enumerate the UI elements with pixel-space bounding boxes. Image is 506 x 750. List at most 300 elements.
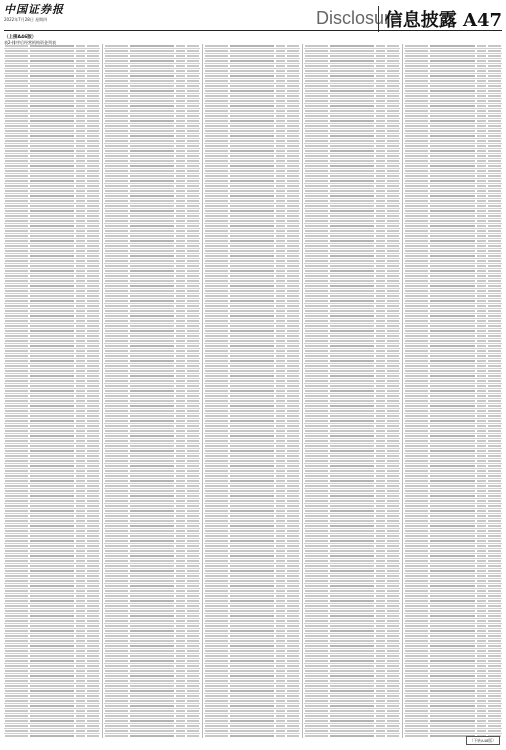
table-cell bbox=[76, 350, 85, 351]
table-cell bbox=[488, 390, 501, 391]
table-row bbox=[4, 734, 100, 738]
table-cell bbox=[376, 150, 385, 151]
table-cell bbox=[387, 540, 399, 541]
table-cell bbox=[205, 490, 228, 491]
table-cell bbox=[387, 380, 399, 381]
table-cell bbox=[430, 375, 475, 376]
column-divider bbox=[202, 44, 203, 738]
table-cell bbox=[287, 150, 299, 151]
table-cell bbox=[130, 275, 174, 276]
table-cell bbox=[130, 85, 174, 86]
table-cell bbox=[105, 50, 128, 51]
table-cell bbox=[488, 140, 501, 141]
table-cell bbox=[230, 680, 274, 681]
table-cell bbox=[376, 700, 385, 701]
table-cell bbox=[330, 280, 374, 281]
table-cell bbox=[230, 210, 274, 211]
table-cell bbox=[205, 730, 228, 731]
table-cell bbox=[387, 160, 399, 161]
table-cell bbox=[5, 90, 28, 91]
table-cell bbox=[87, 395, 99, 396]
table-cell bbox=[130, 635, 174, 636]
table-cell bbox=[30, 480, 74, 481]
table-cell bbox=[376, 715, 385, 716]
table-cell bbox=[276, 155, 285, 156]
table-cell bbox=[76, 455, 85, 456]
table-cell bbox=[87, 625, 99, 626]
table-cell bbox=[176, 225, 185, 226]
table-cell bbox=[430, 240, 475, 241]
table-cell bbox=[130, 135, 174, 136]
table-cell bbox=[430, 130, 475, 131]
table-cell bbox=[387, 590, 399, 591]
table-cell bbox=[176, 270, 185, 271]
table-cell bbox=[130, 90, 174, 91]
table-cell bbox=[205, 690, 228, 691]
table-cell bbox=[276, 525, 285, 526]
table-cell bbox=[205, 350, 228, 351]
table-cell bbox=[430, 575, 475, 576]
table-cell bbox=[330, 110, 374, 111]
table-cell bbox=[87, 520, 99, 521]
table-cell bbox=[276, 620, 285, 621]
table-cell bbox=[205, 165, 228, 166]
table-cell bbox=[130, 305, 174, 306]
table-cell bbox=[230, 335, 274, 336]
table-cell bbox=[230, 205, 274, 206]
table-cell bbox=[477, 700, 486, 701]
table-cell bbox=[5, 75, 28, 76]
table-cell bbox=[305, 350, 328, 351]
table-cell bbox=[376, 475, 385, 476]
table-cell bbox=[405, 130, 428, 131]
table-cell bbox=[87, 95, 99, 96]
table-cell bbox=[176, 175, 185, 176]
table-cell bbox=[87, 305, 99, 306]
table-cell bbox=[130, 380, 174, 381]
table-cell bbox=[405, 180, 428, 181]
table-cell bbox=[488, 175, 501, 176]
table-cell bbox=[130, 505, 174, 506]
table-cell bbox=[405, 690, 428, 691]
table-cell bbox=[376, 360, 385, 361]
table-cell bbox=[376, 145, 385, 146]
table-cell bbox=[287, 215, 299, 216]
table-cell bbox=[287, 635, 299, 636]
table-cell bbox=[305, 435, 328, 436]
table-cell bbox=[76, 565, 85, 566]
table-cell bbox=[305, 120, 328, 121]
table-cell bbox=[87, 435, 99, 436]
table-cell bbox=[76, 390, 85, 391]
table-cell bbox=[287, 105, 299, 106]
table-cell bbox=[105, 295, 128, 296]
table-cell bbox=[488, 650, 501, 651]
table-cell bbox=[276, 200, 285, 201]
table-cell bbox=[405, 715, 428, 716]
table-cell bbox=[405, 330, 428, 331]
table-cell bbox=[305, 245, 328, 246]
table-cell bbox=[5, 645, 28, 646]
table-cell bbox=[287, 180, 299, 181]
table-cell bbox=[5, 130, 28, 131]
table-cell bbox=[187, 485, 199, 486]
table-cell bbox=[287, 235, 299, 236]
table-cell bbox=[387, 45, 399, 46]
table-cell bbox=[87, 470, 99, 471]
table-cell bbox=[376, 635, 385, 636]
table-cell bbox=[387, 170, 399, 171]
table-cell bbox=[430, 295, 475, 296]
table-cell bbox=[305, 595, 328, 596]
table-cell bbox=[76, 435, 85, 436]
table-cell bbox=[477, 275, 486, 276]
table-cell bbox=[387, 265, 399, 266]
table-cell bbox=[305, 570, 328, 571]
table-cell bbox=[230, 125, 274, 126]
table-cell bbox=[477, 590, 486, 591]
table-cell bbox=[130, 240, 174, 241]
table-cell bbox=[488, 645, 501, 646]
table-cell bbox=[305, 50, 328, 51]
table-cell bbox=[5, 100, 28, 101]
table-cell bbox=[477, 430, 486, 431]
table-cell bbox=[430, 320, 475, 321]
table-cell bbox=[105, 405, 128, 406]
table-cell bbox=[405, 195, 428, 196]
table-cell bbox=[376, 365, 385, 366]
table-cell bbox=[330, 335, 374, 336]
table-cell bbox=[387, 260, 399, 261]
table-cell bbox=[30, 75, 74, 76]
table-cell bbox=[387, 370, 399, 371]
table-cell bbox=[488, 515, 501, 516]
table-cell bbox=[30, 330, 74, 331]
table-cell bbox=[205, 710, 228, 711]
table-cell bbox=[376, 75, 385, 76]
table-cell bbox=[5, 180, 28, 181]
table-cell bbox=[305, 725, 328, 726]
table-cell bbox=[130, 485, 174, 486]
table-cell bbox=[205, 555, 228, 556]
table-cell bbox=[205, 105, 228, 106]
table-cell bbox=[5, 565, 28, 566]
table-cell bbox=[376, 55, 385, 56]
table-cell bbox=[330, 615, 374, 616]
table-cell bbox=[387, 640, 399, 641]
table-caption: 表2-排序后经营机构资金列表 bbox=[4, 40, 56, 45]
table-cell bbox=[105, 285, 128, 286]
table-cell bbox=[205, 630, 228, 631]
table-cell bbox=[305, 300, 328, 301]
table-cell bbox=[305, 295, 328, 296]
table-cell bbox=[230, 130, 274, 131]
table-cell bbox=[187, 240, 199, 241]
table-cell bbox=[87, 440, 99, 441]
table-cell bbox=[305, 150, 328, 151]
table-cell bbox=[176, 615, 185, 616]
table-cell bbox=[205, 60, 228, 61]
table-cell bbox=[205, 470, 228, 471]
table-cell bbox=[287, 415, 299, 416]
table-cell bbox=[176, 710, 185, 711]
table-cell bbox=[376, 350, 385, 351]
table-cell bbox=[76, 130, 85, 131]
table-cell bbox=[276, 185, 285, 186]
table-cell bbox=[130, 550, 174, 551]
table-cell bbox=[405, 565, 428, 566]
table-cell bbox=[187, 445, 199, 446]
table-cell bbox=[305, 315, 328, 316]
table-cell bbox=[305, 500, 328, 501]
table-cell bbox=[105, 485, 128, 486]
table-cell bbox=[187, 125, 199, 126]
table-cell bbox=[76, 525, 85, 526]
table-cell bbox=[276, 550, 285, 551]
table-cell bbox=[488, 700, 501, 701]
table-cell bbox=[405, 430, 428, 431]
table-cell bbox=[176, 495, 185, 496]
table-cell bbox=[130, 640, 174, 641]
table-cell bbox=[230, 240, 274, 241]
table-cell bbox=[276, 475, 285, 476]
table-cell bbox=[488, 725, 501, 726]
table-cell bbox=[230, 60, 274, 61]
table-cell bbox=[330, 190, 374, 191]
table-cell bbox=[387, 475, 399, 476]
table-cell bbox=[30, 185, 74, 186]
table-cell bbox=[477, 690, 486, 691]
table-cell bbox=[30, 550, 74, 551]
table-cell bbox=[76, 395, 85, 396]
table-cell bbox=[176, 345, 185, 346]
table-cell bbox=[305, 490, 328, 491]
table-cell bbox=[176, 140, 185, 141]
table-cell bbox=[130, 435, 174, 436]
table-cell bbox=[477, 325, 486, 326]
table-cell bbox=[430, 70, 475, 71]
table-cell bbox=[430, 275, 475, 276]
table-cell bbox=[30, 675, 74, 676]
table-cell bbox=[76, 675, 85, 676]
table-cell bbox=[405, 510, 428, 511]
table-cell bbox=[30, 690, 74, 691]
table-cell bbox=[488, 220, 501, 221]
table-cell bbox=[477, 210, 486, 211]
table-cell bbox=[330, 240, 374, 241]
table-cell bbox=[330, 130, 374, 131]
table-cell bbox=[376, 685, 385, 686]
table-cell bbox=[430, 330, 475, 331]
table-cell bbox=[477, 600, 486, 601]
table-cell bbox=[330, 605, 374, 606]
table-cell bbox=[330, 60, 374, 61]
table-cell bbox=[105, 635, 128, 636]
table-cell bbox=[205, 290, 228, 291]
table-cell bbox=[30, 255, 74, 256]
table-cell bbox=[176, 510, 185, 511]
table-cell bbox=[405, 300, 428, 301]
table-cell bbox=[176, 590, 185, 591]
table-cell bbox=[105, 325, 128, 326]
table-cell bbox=[330, 485, 374, 486]
table-cell bbox=[30, 440, 74, 441]
table-cell bbox=[30, 545, 74, 546]
table-cell bbox=[330, 225, 374, 226]
table-cell bbox=[405, 285, 428, 286]
column-2 bbox=[104, 44, 200, 738]
table-cell bbox=[330, 315, 374, 316]
table-cell bbox=[76, 325, 85, 326]
table-cell bbox=[187, 535, 199, 536]
table-cell bbox=[276, 650, 285, 651]
table-cell bbox=[305, 355, 328, 356]
table-cell bbox=[387, 225, 399, 226]
table-cell bbox=[276, 440, 285, 441]
table-cell bbox=[230, 645, 274, 646]
table-cell bbox=[5, 265, 28, 266]
table-cell bbox=[488, 655, 501, 656]
table-cell bbox=[76, 110, 85, 111]
table-cell bbox=[130, 200, 174, 201]
table-cell bbox=[276, 335, 285, 336]
table-cell bbox=[330, 565, 374, 566]
table-cell bbox=[330, 705, 374, 706]
table-cell bbox=[276, 675, 285, 676]
table-cell bbox=[105, 580, 128, 581]
table-cell bbox=[76, 295, 85, 296]
table-cell bbox=[5, 675, 28, 676]
table-cell bbox=[287, 100, 299, 101]
table-cell bbox=[5, 405, 28, 406]
table-cell bbox=[130, 545, 174, 546]
table-cell bbox=[477, 605, 486, 606]
table-cell bbox=[276, 255, 285, 256]
table-cell bbox=[330, 235, 374, 236]
table-cell bbox=[176, 450, 185, 451]
table-cell bbox=[130, 445, 174, 446]
table-cell bbox=[305, 425, 328, 426]
table-cell bbox=[330, 540, 374, 541]
table-cell bbox=[87, 230, 99, 231]
table-cell bbox=[187, 705, 199, 706]
table-cell bbox=[187, 55, 199, 56]
table-cell bbox=[376, 285, 385, 286]
table-cell bbox=[477, 150, 486, 151]
table-cell bbox=[230, 55, 274, 56]
table-cell bbox=[230, 215, 274, 216]
table-cell bbox=[387, 90, 399, 91]
table-cell bbox=[477, 475, 486, 476]
table-cell bbox=[330, 170, 374, 171]
table-cell bbox=[488, 695, 501, 696]
table-cell bbox=[287, 705, 299, 706]
table-cell bbox=[205, 75, 228, 76]
table-cell bbox=[87, 205, 99, 206]
table-cell bbox=[176, 165, 185, 166]
table-cell bbox=[305, 190, 328, 191]
table-cell bbox=[176, 395, 185, 396]
table-cell bbox=[376, 415, 385, 416]
table-cell bbox=[477, 560, 486, 561]
table-cell bbox=[5, 230, 28, 231]
table-cell bbox=[130, 475, 174, 476]
table-cell bbox=[376, 345, 385, 346]
table-cell bbox=[187, 695, 199, 696]
table-cell bbox=[330, 250, 374, 251]
table-cell bbox=[405, 465, 428, 466]
table-cell bbox=[276, 120, 285, 121]
table-cell bbox=[276, 615, 285, 616]
table-cell bbox=[130, 280, 174, 281]
table-cell bbox=[287, 185, 299, 186]
table-cell bbox=[5, 60, 28, 61]
table-cell bbox=[387, 140, 399, 141]
table-cell bbox=[76, 315, 85, 316]
table-cell bbox=[87, 670, 99, 671]
table-cell bbox=[76, 660, 85, 661]
table-cell bbox=[176, 60, 185, 61]
table-cell bbox=[5, 500, 28, 501]
table-cell bbox=[305, 545, 328, 546]
table-cell bbox=[405, 670, 428, 671]
table-cell bbox=[376, 380, 385, 381]
table-cell bbox=[405, 255, 428, 256]
table-cell bbox=[387, 625, 399, 626]
table-cell bbox=[187, 165, 199, 166]
table-cell bbox=[387, 185, 399, 186]
table-cell bbox=[105, 125, 128, 126]
table-cell bbox=[305, 575, 328, 576]
table-cell bbox=[187, 260, 199, 261]
table-cell bbox=[187, 70, 199, 71]
table-cell bbox=[187, 330, 199, 331]
table-cell bbox=[5, 45, 28, 46]
table-cell bbox=[376, 555, 385, 556]
table-cell bbox=[376, 430, 385, 431]
table-cell bbox=[5, 320, 28, 321]
table-cell bbox=[87, 250, 99, 251]
table-cell bbox=[130, 540, 174, 541]
table-cell bbox=[287, 510, 299, 511]
table-cell bbox=[477, 440, 486, 441]
table-cell bbox=[30, 385, 74, 386]
table-cell bbox=[405, 710, 428, 711]
table-cell bbox=[230, 485, 274, 486]
table-cell bbox=[130, 255, 174, 256]
table-cell bbox=[205, 120, 228, 121]
table-cell bbox=[205, 610, 228, 611]
table-cell bbox=[76, 450, 85, 451]
table-cell bbox=[430, 585, 475, 586]
table-cell bbox=[5, 375, 28, 376]
table-cell bbox=[105, 370, 128, 371]
table-cell bbox=[276, 485, 285, 486]
table-cell bbox=[330, 145, 374, 146]
table-cell bbox=[287, 380, 299, 381]
table-cell bbox=[477, 240, 486, 241]
table-cell bbox=[76, 605, 85, 606]
table-cell bbox=[287, 95, 299, 96]
table-cell bbox=[105, 350, 128, 351]
table-cell bbox=[105, 435, 128, 436]
table-cell bbox=[76, 560, 85, 561]
table-cell bbox=[5, 115, 28, 116]
table-cell bbox=[205, 675, 228, 676]
table-cell bbox=[430, 195, 475, 196]
table-cell bbox=[488, 55, 501, 56]
table-cell bbox=[76, 155, 85, 156]
